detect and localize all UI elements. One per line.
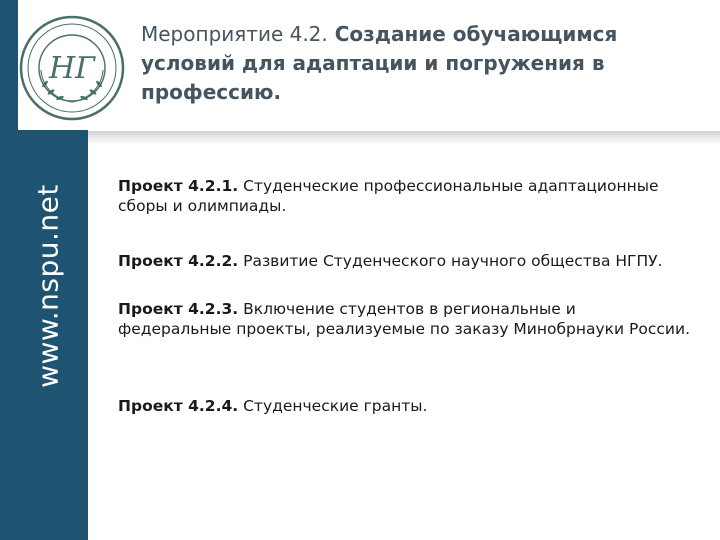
page-title — [141, 20, 681, 107]
project-code: Проект 4.2.2. — [118, 252, 239, 270]
project-text: Студенческие профессиональные адаптационные сборы и олимпиады. — [118, 177, 659, 215]
project-text: Развитие Студенческого научного общества НГПУ. — [243, 252, 663, 270]
site-url: www.nspu.net — [31, 184, 65, 388]
project-code: Проект 4.2.4. — [118, 397, 239, 415]
project-code: Проект 4.2.3. — [118, 300, 239, 318]
logo-monogram: НГ — [48, 51, 96, 86]
project-item — [118, 176, 693, 216]
title-prefix: Мероприятие 4.2. — [141, 22, 328, 46]
university-logo — [18, 14, 126, 122]
header-divider — [88, 131, 720, 145]
project-text: Включение студентов в региональные и федеральные проекты, реализуемые по заказу Минобрнауки России. — [118, 300, 690, 338]
project-item — [118, 251, 693, 271]
project-code: Проект 4.2.1. — [118, 177, 239, 195]
project-item — [118, 396, 693, 416]
project-item — [118, 299, 693, 339]
project-text: Студенческие гранты. — [243, 397, 428, 415]
title-main: Создание обучающимся условий для адаптации и погружения в профессию. — [141, 22, 618, 104]
